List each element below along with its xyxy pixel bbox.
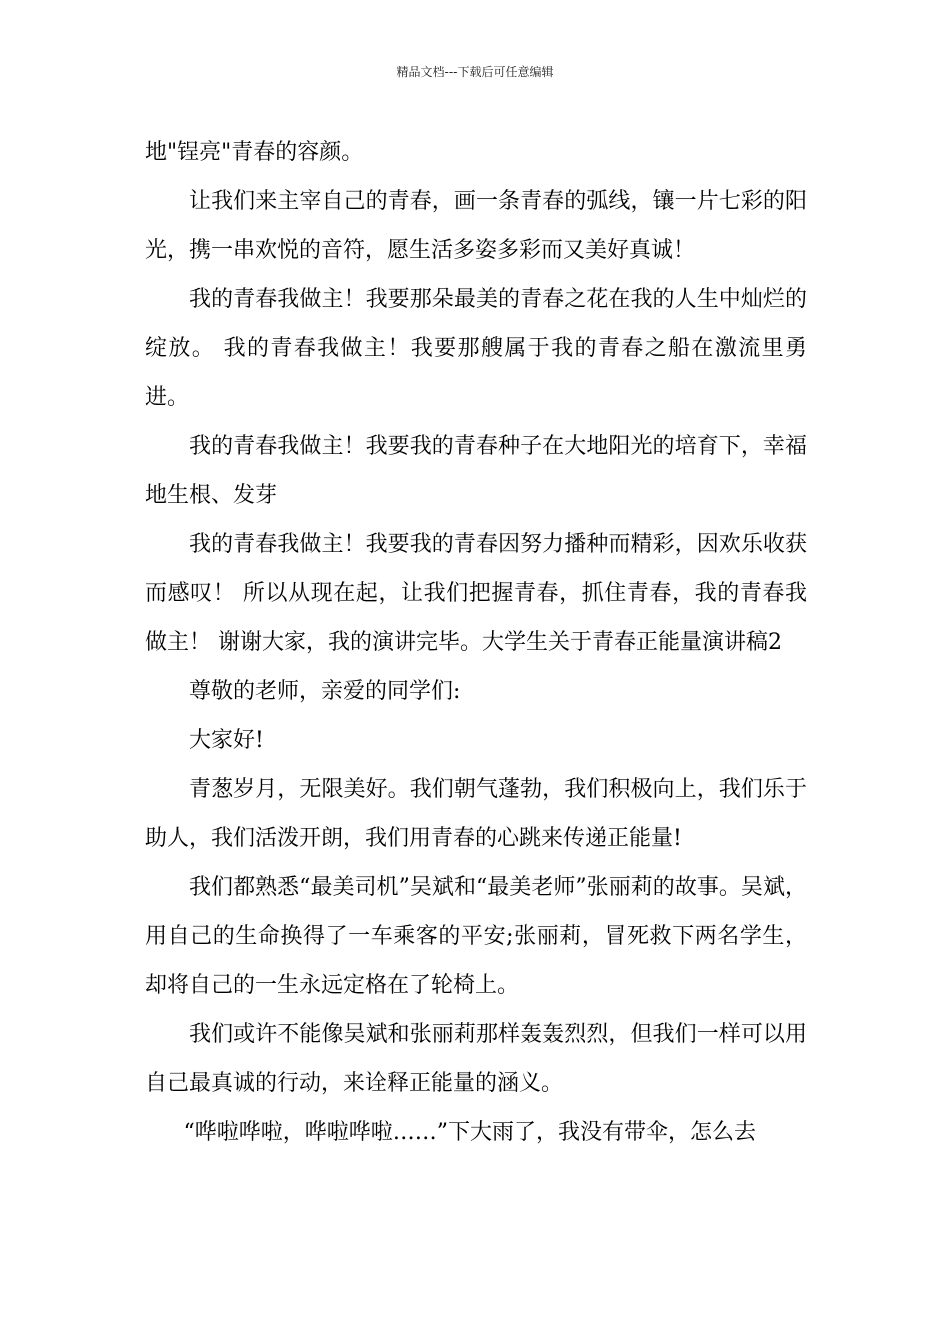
- page-header: 精品文档---下载后可任意编辑: [396, 65, 554, 79]
- paragraph-6: 尊敬的老师，亲爱的同学们:: [189, 679, 461, 704]
- paragraph-3: 我的青春我做主！我要那朵最美的青春之花在我的人生中灿烂的绽放。 我的青春我做主！我要那艘属于我的青春之船在激流里勇进。: [145, 287, 807, 410]
- document-body: [145, 128, 807, 1157]
- paragraph-10: 我们或许不能像吴斌和张丽莉那样轰轰烈烈，但我们一样可以用自己最真诚的行动，来诠释正能量的涵义。: [145, 1022, 807, 1096]
- paragraph-5: 我的青春我做主！我要我的青春因努力播种而精彩，因欢乐收获而感叹！ 所以从现在起，让我们把握青春，抓住青春，我的青春我做主！ 谢谢大家，我的演讲完毕。大学生关于青春正能量演讲稿2: [145, 532, 807, 655]
- paragraph-4: 我的青春我做主！我要我的青春种子在大地阳光的培育下，幸福地生根、发芽: [145, 434, 807, 508]
- paragraph-2: 让我们来主宰自己的青春，画一条青春的弧线，镶一片七彩的阳光，携一串欢悦的音符，愿生活多姿多彩而又美好真诚！: [145, 189, 807, 263]
- paragraph-7: 大家好!: [189, 728, 264, 753]
- paragraph-11: “哗啦哗啦，哗啦哗啦……”下大雨了，我没有带伞，怎么去: [183, 1120, 756, 1145]
- paragraph-9: 我们都熟悉“最美司机”吴斌和“最美老师”张丽莉的故事。吴斌，用自己的生命换得了一车乘客的平安;张丽莉，冒死救下两名学生，却将自己的一生永远定格在了轮椅上。: [145, 875, 807, 998]
- paragraph-8: 青葱岁月，无限美好。我们朝气蓬勃，我们积极向上，我们乐于助人，我们活泼开朗，我们用青春的心跳来传递正能量!: [145, 777, 807, 851]
- paragraph-1: 地"锃亮"青春的容颜。: [145, 140, 364, 165]
